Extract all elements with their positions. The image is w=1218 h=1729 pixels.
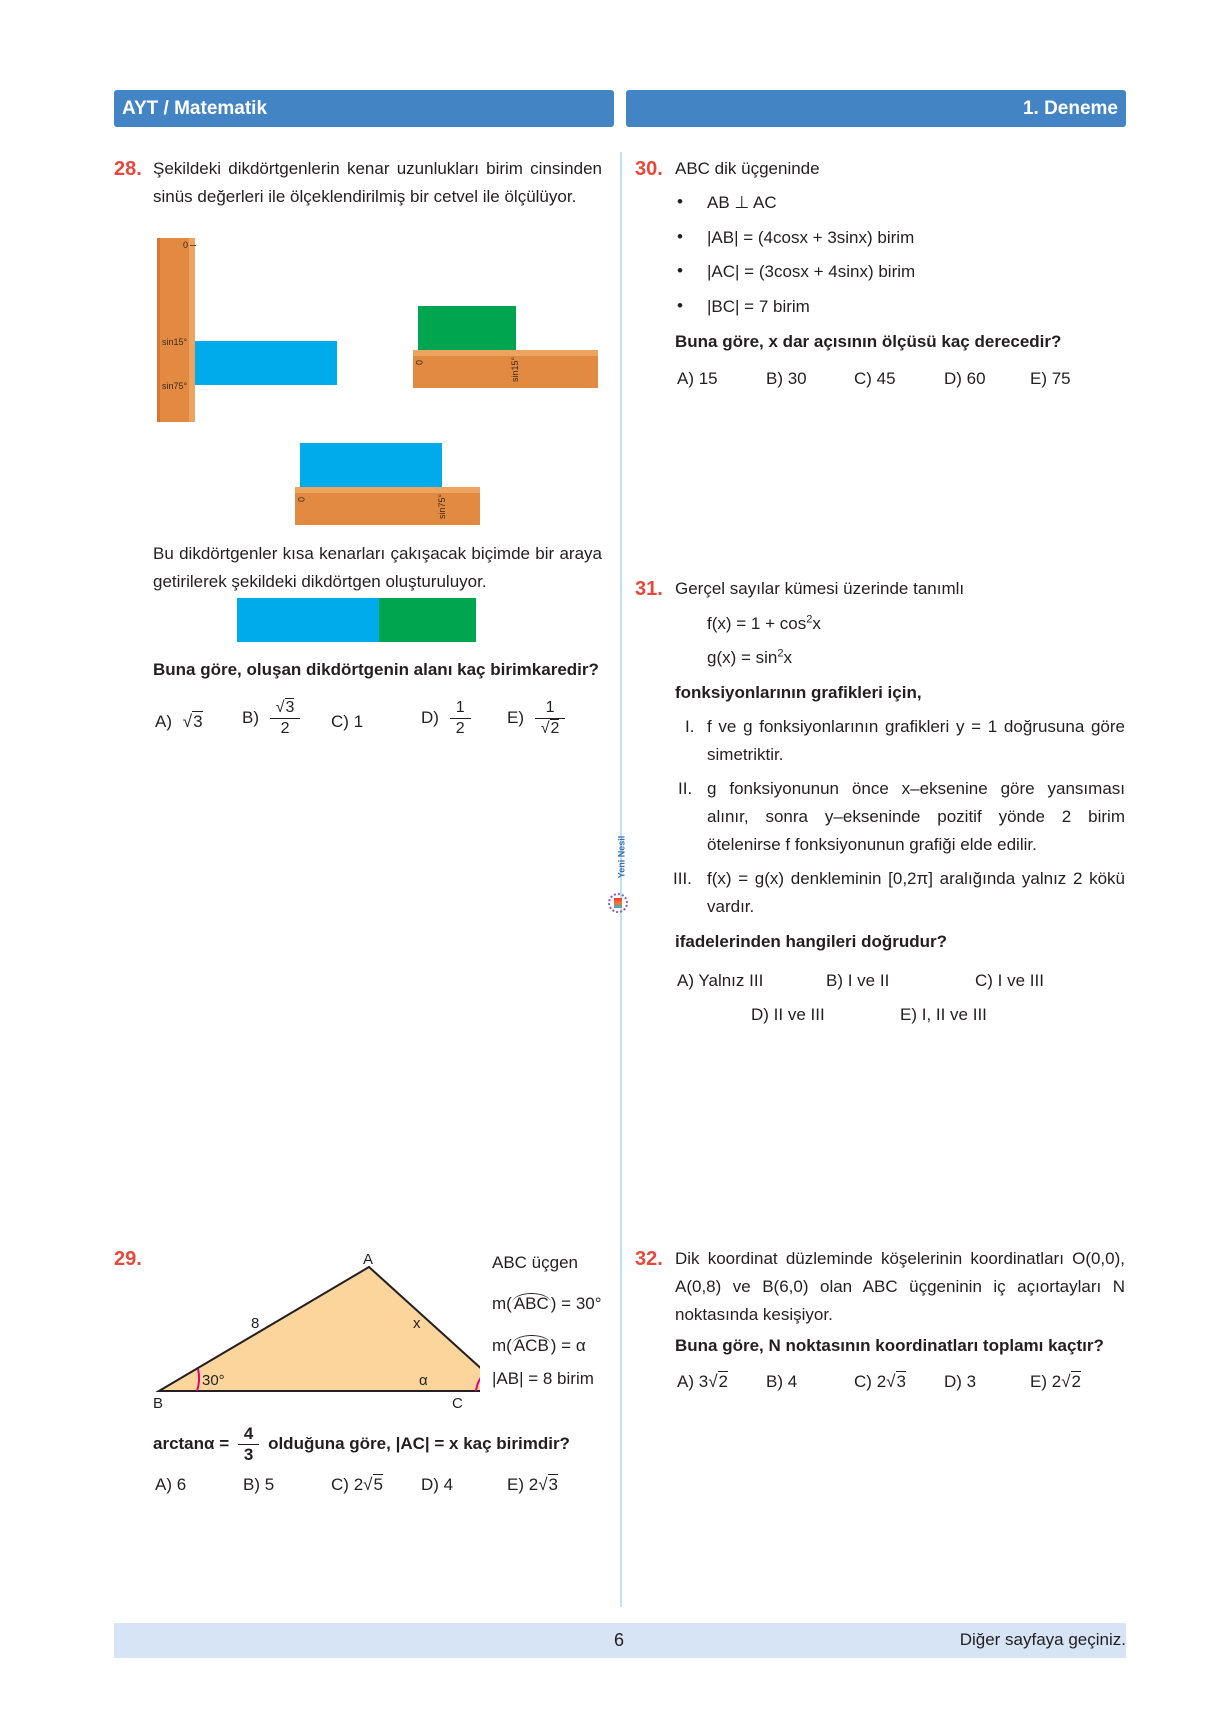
blue-rectangle [195, 341, 337, 385]
q29-option-a[interactable]: A) 6 [155, 1475, 187, 1494]
question-30-prompt: Buna göre, x dar açısının ölçüsü kaç derecedir? [675, 332, 1062, 351]
q30-option-e[interactable]: E) 75 [1030, 369, 1071, 388]
radicand: 5 [373, 1475, 383, 1494]
fraction [450, 698, 471, 739]
text: m( [492, 1336, 512, 1355]
function-g [707, 644, 792, 672]
bullet-icon: • [677, 296, 683, 315]
vertex-b-label: B [153, 1395, 164, 1412]
logo-text: Yeni Nesil [616, 835, 627, 879]
ruler-edge [413, 350, 598, 356]
q30-bullet-1: AB ⊥ AC [707, 193, 777, 212]
tick-label-sin15: sin15° [162, 337, 188, 347]
text: ) = α [550, 1336, 586, 1355]
yeni-nesil-logo [612, 835, 632, 880]
question-31-prompt: ifadelerinden hangileri doğrudur? [675, 932, 948, 951]
q28-option-b[interactable] [242, 698, 300, 739]
text: x [812, 614, 821, 633]
numerator: 1 [450, 698, 471, 719]
tick-label-sin75: sin75° [162, 381, 188, 391]
q32-option-d[interactable]: D) 3 [944, 1372, 977, 1391]
exponent: 2 [777, 647, 784, 660]
q30-option-b[interactable]: B) 30 [766, 369, 807, 388]
question-31-stem: Gerçel sayılar kümesi üzerinde tanımlı [675, 579, 965, 598]
angle-b-label: 30° [202, 1372, 225, 1389]
question-28-number: 28. [114, 158, 142, 180]
question-31-number: 31. [635, 578, 663, 600]
q31-option-a[interactable]: A) Yalnız III [677, 971, 764, 990]
question-28-stem: Şekildeki dikdörtgenlerin kenar uzunlukları birim cinsinden sinüs değerleri ile ölçeklendirilmiş bir cetvel ile ölçülüyor. [153, 159, 602, 206]
text: ) = 30° [550, 1294, 602, 1313]
page-number: 6 [614, 1630, 625, 1650]
statement-3: f(x) = g(x) denkleminin [0,2π] aralığında yalnız 2 kökü vardır. [707, 869, 1125, 916]
option-label: E) [507, 1475, 524, 1494]
combined-green-part [379, 598, 476, 642]
tick-label-0: 0 [414, 360, 424, 366]
q32-option-e[interactable]: E) 2√2 [1030, 1372, 1082, 1391]
header-subject [114, 90, 614, 127]
logo-bars [614, 898, 622, 908]
q30-bullet-4: |BC| = 7 birim [707, 297, 810, 316]
statement-roman: II. [678, 779, 693, 798]
option-value: 1 [353, 712, 364, 731]
q30-option-c[interactable]: C) 45 [854, 369, 896, 388]
q32-option-a[interactable]: A) 3√2 [677, 1372, 729, 1391]
q28-option-d[interactable] [421, 698, 471, 739]
triangle-figure [140, 1245, 480, 1415]
q30-bullet-3: |AC| = (3cosx + 4sinx) birim [707, 262, 916, 281]
coef: 2 [353, 1475, 364, 1494]
given-side-ab: |AB| = 8 birim [492, 1369, 594, 1388]
text: g(x) = sin [707, 648, 778, 667]
option-label: C) [331, 1475, 349, 1494]
q29-option-e[interactable]: E) 2√3 [507, 1475, 559, 1494]
text: x [783, 648, 793, 667]
denominator: 3 [243, 1445, 254, 1464]
ruler-edge [295, 487, 480, 493]
question-29-number: 29. [114, 1248, 142, 1270]
arc-text: ABC [513, 1294, 549, 1313]
question-32-number: 32. [635, 1248, 663, 1270]
bullet-icon: • [677, 227, 683, 246]
q30-bullet-2: |AB| = (4cosx + 3sinx) birim [707, 228, 915, 247]
header-exam [626, 90, 1126, 127]
ruler-edge [189, 238, 195, 422]
fraction: $\frac{1}{√2}$ [535, 698, 566, 739]
footer-bar [114, 1623, 1126, 1658]
side-ac-label: x [413, 1315, 421, 1332]
given-title: ABC üçgen [492, 1253, 578, 1272]
header-exam-text: 1. Deneme [1022, 98, 1118, 119]
option-label: B) [242, 707, 259, 727]
question-30-number: 30. [635, 158, 663, 180]
question-30-stem: ABC dik üçgeninde [675, 159, 820, 178]
prompt-prefix: arctanα = [153, 1433, 230, 1453]
radicand: 2 [718, 1372, 729, 1391]
numerator: 1 [535, 698, 566, 719]
text: m( [492, 1294, 512, 1313]
option-label: D) [421, 707, 439, 727]
statement-roman: I. [685, 717, 695, 736]
question-28-prompt: Buna göre, oluşan dikdörtgenin alanı kaç birimkaredir? [153, 660, 599, 679]
q30-option-d[interactable]: D) 60 [944, 369, 986, 388]
tick-mark [190, 245, 196, 246]
radicand: 3 [548, 1475, 559, 1494]
coef: 3 [698, 1372, 709, 1391]
text: f(x) = 1 + cos [707, 614, 807, 633]
q30-option-a[interactable]: A) 15 [677, 369, 718, 388]
question-29-prompt [153, 1424, 570, 1465]
option-label: A) [677, 1372, 694, 1391]
option-label: E) [1030, 1372, 1047, 1391]
statement-1: f ve g fonksiyonlarının grafikleri y = 1 doğrusuna göre simetriktir. [707, 717, 1125, 764]
vertex-a-label: A [363, 1251, 374, 1268]
coef: 2 [876, 1372, 887, 1391]
logo-icon [608, 893, 628, 913]
q32-option-b[interactable]: B) 4 [766, 1372, 798, 1391]
tick-label-0: 0 [296, 497, 306, 503]
fraction [238, 1424, 259, 1465]
option-label: C) [331, 712, 349, 731]
q29-option-d[interactable]: D) 4 [421, 1475, 454, 1494]
tick-label-sin75: sin75° [437, 493, 447, 519]
bullet-icon: • [677, 261, 683, 280]
header-subject-text: AYT / Matematik [122, 98, 268, 119]
arc-text: ACB [513, 1336, 549, 1355]
statement-roman: III. [673, 869, 692, 888]
angle-c-label: α [419, 1372, 428, 1389]
function-f [707, 610, 821, 638]
given-angle-abc [492, 1290, 602, 1318]
q31-option-d[interactable]: D) II ve III [751, 1005, 825, 1024]
exponent: 2 [806, 613, 813, 626]
statement-2: g fonksiyonunun önce x–eksenine göre yansıması alınır, sonra y–ekseninde pozitif yönde 2 birim ötelenirse f fonksiyonunun grafiği elde edilir. [707, 779, 1125, 854]
q28-option-e[interactable] [507, 698, 565, 739]
denominator: 2 [280, 720, 290, 737]
q29-option-b[interactable]: B) 5 [243, 1475, 275, 1494]
coef: 2 [528, 1475, 539, 1494]
q32-option-c[interactable]: C) 2√3 [854, 1372, 906, 1391]
blue-rectangle [300, 443, 442, 487]
vertex-c-label: C [452, 1395, 463, 1412]
green-rectangle [418, 306, 516, 350]
numerator: 3 [285, 699, 295, 716]
fraction: $\frac{√3}{2}$ [270, 698, 301, 739]
side-ab-label: 8 [251, 1315, 260, 1332]
next-page-note: Diğer sayfaya geçiniz. [959, 1630, 1126, 1649]
coef: 2 [1051, 1372, 1062, 1391]
numerator: 4 [238, 1424, 259, 1445]
q31-option-c[interactable]: C) I ve III [975, 971, 1044, 990]
question-32-stem: Dik koordinat düzleminde köşelerinin koordinatları O(0,0), A(0,8) ve B(6,0) olan ABC üçgeninin iç açıortayları N noktasında kesişiyor. [675, 1249, 1125, 1324]
denominator: 2 [455, 720, 465, 737]
bullet-icon: • [677, 192, 683, 211]
q28-option-a[interactable] [155, 712, 203, 732]
question-28-middle-text: Bu dikdörtgenler kısa kenarları çakışacak biçimde bir araya getirilerek şekildeki dikdörtgen oluşturuluyor. [153, 544, 602, 591]
q31-option-e[interactable]: E) I, II ve III [900, 1005, 987, 1024]
tick-label-0: 0 [183, 240, 189, 250]
question-31-lead: fonksiyonlarının grafikleri için, [675, 683, 922, 702]
prompt-suffix: olduğuna göre, |AC| = x kaç birimdir? [268, 1433, 570, 1453]
tick-label-sin15: sin15° [510, 356, 520, 382]
ruler-shade [157, 238, 160, 422]
sqrt-sign: √ [182, 712, 193, 731]
given-angle-acb [492, 1332, 586, 1360]
denominator: 2 [550, 720, 560, 737]
q31-option-b[interactable]: B) I ve II [826, 971, 890, 990]
q29-option-c[interactable]: C) 2√5 [331, 1475, 383, 1494]
combined-blue-part [237, 598, 379, 642]
question-32-prompt: Buna göre, N noktasının koordinatları toplamı kaçtır? [675, 1336, 1104, 1355]
radicand: 2 [1071, 1372, 1082, 1391]
option-value: 3 [193, 712, 203, 731]
option-label: A) [155, 712, 172, 731]
q28-option-c[interactable] [331, 712, 363, 732]
radicand: 3 [896, 1372, 906, 1391]
option-label: C) [854, 1372, 872, 1391]
option-label: E) [507, 707, 524, 727]
